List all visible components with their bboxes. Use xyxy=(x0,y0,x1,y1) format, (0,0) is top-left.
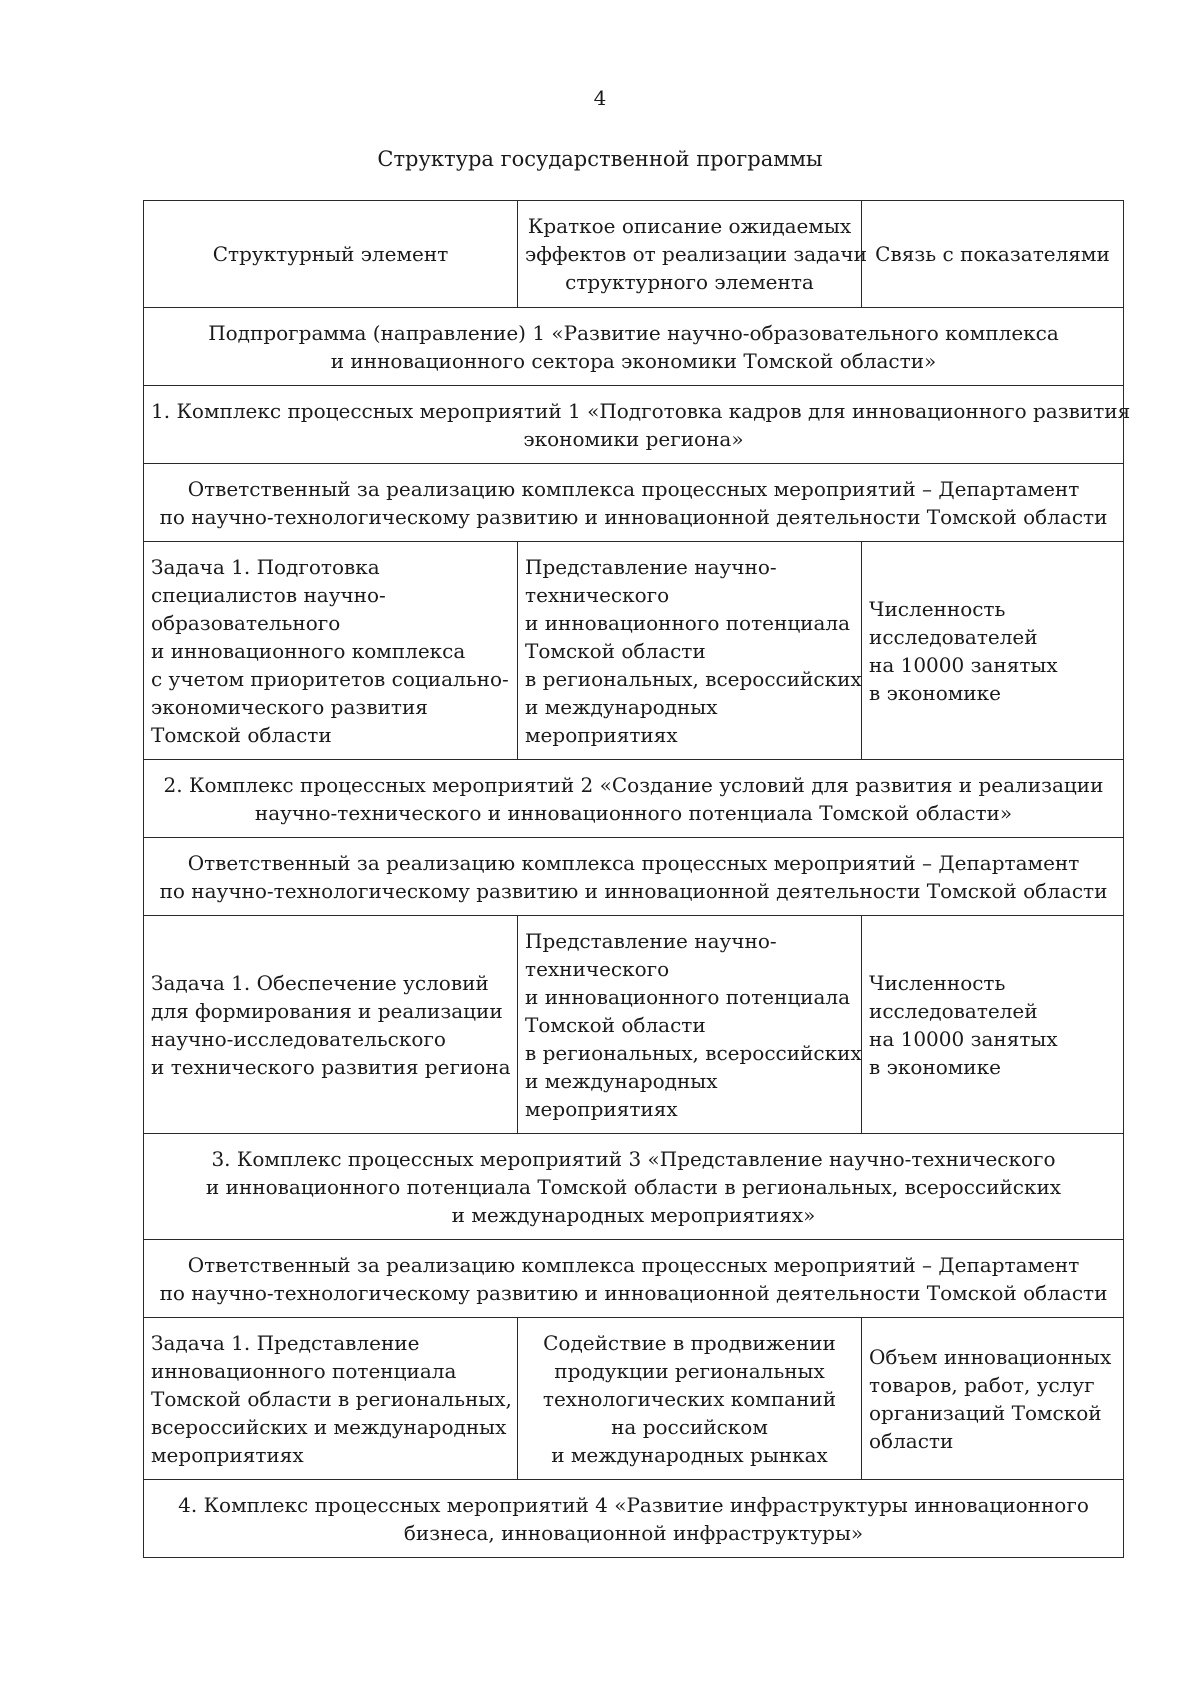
complex-2-task-indicators: Численность исследователей на 10000 занятых в экономике xyxy=(862,916,1124,1134)
complex-3-task-element: Задача 1. Представление инновационного потенциала Томской области в региональных, всероссийских и международных мероприятиях xyxy=(144,1318,518,1480)
complex-2-responsible: Ответственный за реализацию комплекса процессных мероприятий – Департамент по научно-технологическому развитию и инновационной деятельности Томской области xyxy=(144,838,1124,916)
complex-title-row xyxy=(144,386,1124,464)
responsible-row xyxy=(144,1240,1124,1318)
complex-1-task-element: Задача 1. Подготовка специалистов научно- образовательного и инновационного комплекса с учетом приоритетов социально- экономического развития Томской области xyxy=(144,542,518,760)
task-row xyxy=(144,542,1124,760)
program-structure-table xyxy=(143,200,1131,1558)
complex-2-title: 2. Комплекс процессных мероприятий 2 «Создание условий для развития и реализации научно-технического и инновационного потенциала Томской области» xyxy=(144,760,1124,838)
complex-4-title: 4. Комплекс процессных мероприятий 4 «Развитие инфраструктуры инновационного бизнеса, инновационной инфраструктуры» xyxy=(144,1480,1124,1558)
page-title: Структура государственной программы xyxy=(377,147,823,171)
header-effects-description: Краткое описание ожидаемых эффектов от реализации задачи структурного элемента xyxy=(518,201,862,308)
subprogram-title: Подпрограмма (направление) 1 «Развитие научно-образовательного комплекса и инновационного сектора экономики Томской области» xyxy=(144,308,1124,386)
task-row xyxy=(144,916,1124,1134)
complex-1-title: 1. Комплекс процессных мероприятий 1 «Подготовка кадров для инновационного развития экономики региона» xyxy=(144,386,1124,464)
complex-3-responsible: Ответственный за реализацию комплекса процессных мероприятий – Департамент по научно-технологическому развитию и инновационной деятельности Томской области xyxy=(144,1240,1124,1318)
complex-title-row xyxy=(144,1480,1124,1558)
complex-1-task-effects: Представление научно- технического и инновационного потенциала Томской области в региональных, всероссийских и международных мероприятиях xyxy=(518,542,862,760)
complex-1-responsible: Ответственный за реализацию комплекса процессных мероприятий – Департамент по научно-технологическому развитию и инновационной деятельности Томской области xyxy=(144,464,1124,542)
responsible-row xyxy=(144,464,1124,542)
complex-3-task-effects: Содействие в продвижении продукции региональных технологических компаний на российском и международных рынках xyxy=(518,1318,862,1480)
header-indicators-link: Связь с показателями xyxy=(862,201,1124,308)
complex-3-title: 3. Комплекс процессных мероприятий 3 «Представление научно-технического и инновационного потенциала Томской области в региональных, всероссийских и международных мероприятиях» xyxy=(144,1134,1124,1240)
complex-title-row xyxy=(144,760,1124,838)
complex-2-task-element: Задача 1. Обеспечение условий для формирования и реализации научно-исследовательского и технического развития региона xyxy=(144,916,518,1134)
subprogram-row xyxy=(144,308,1124,386)
page-number: 4 xyxy=(593,86,607,110)
complex-3-task-indicators: Объем инновационных товаров, работ, услуг организаций Томской области xyxy=(862,1318,1124,1480)
table-header-row xyxy=(144,201,1124,308)
header-structural-element: Структурный элемент xyxy=(144,201,518,308)
complex-1-task-indicators: Численность исследователей на 10000 занятых в экономике xyxy=(862,542,1124,760)
complex-2-task-effects: Представление научно- технического и инновационного потенциала Томской области в региональных, всероссийских и международных мероприятиях xyxy=(518,916,862,1134)
task-row xyxy=(144,1318,1124,1480)
complex-title-row xyxy=(144,1134,1124,1240)
responsible-row xyxy=(144,838,1124,916)
